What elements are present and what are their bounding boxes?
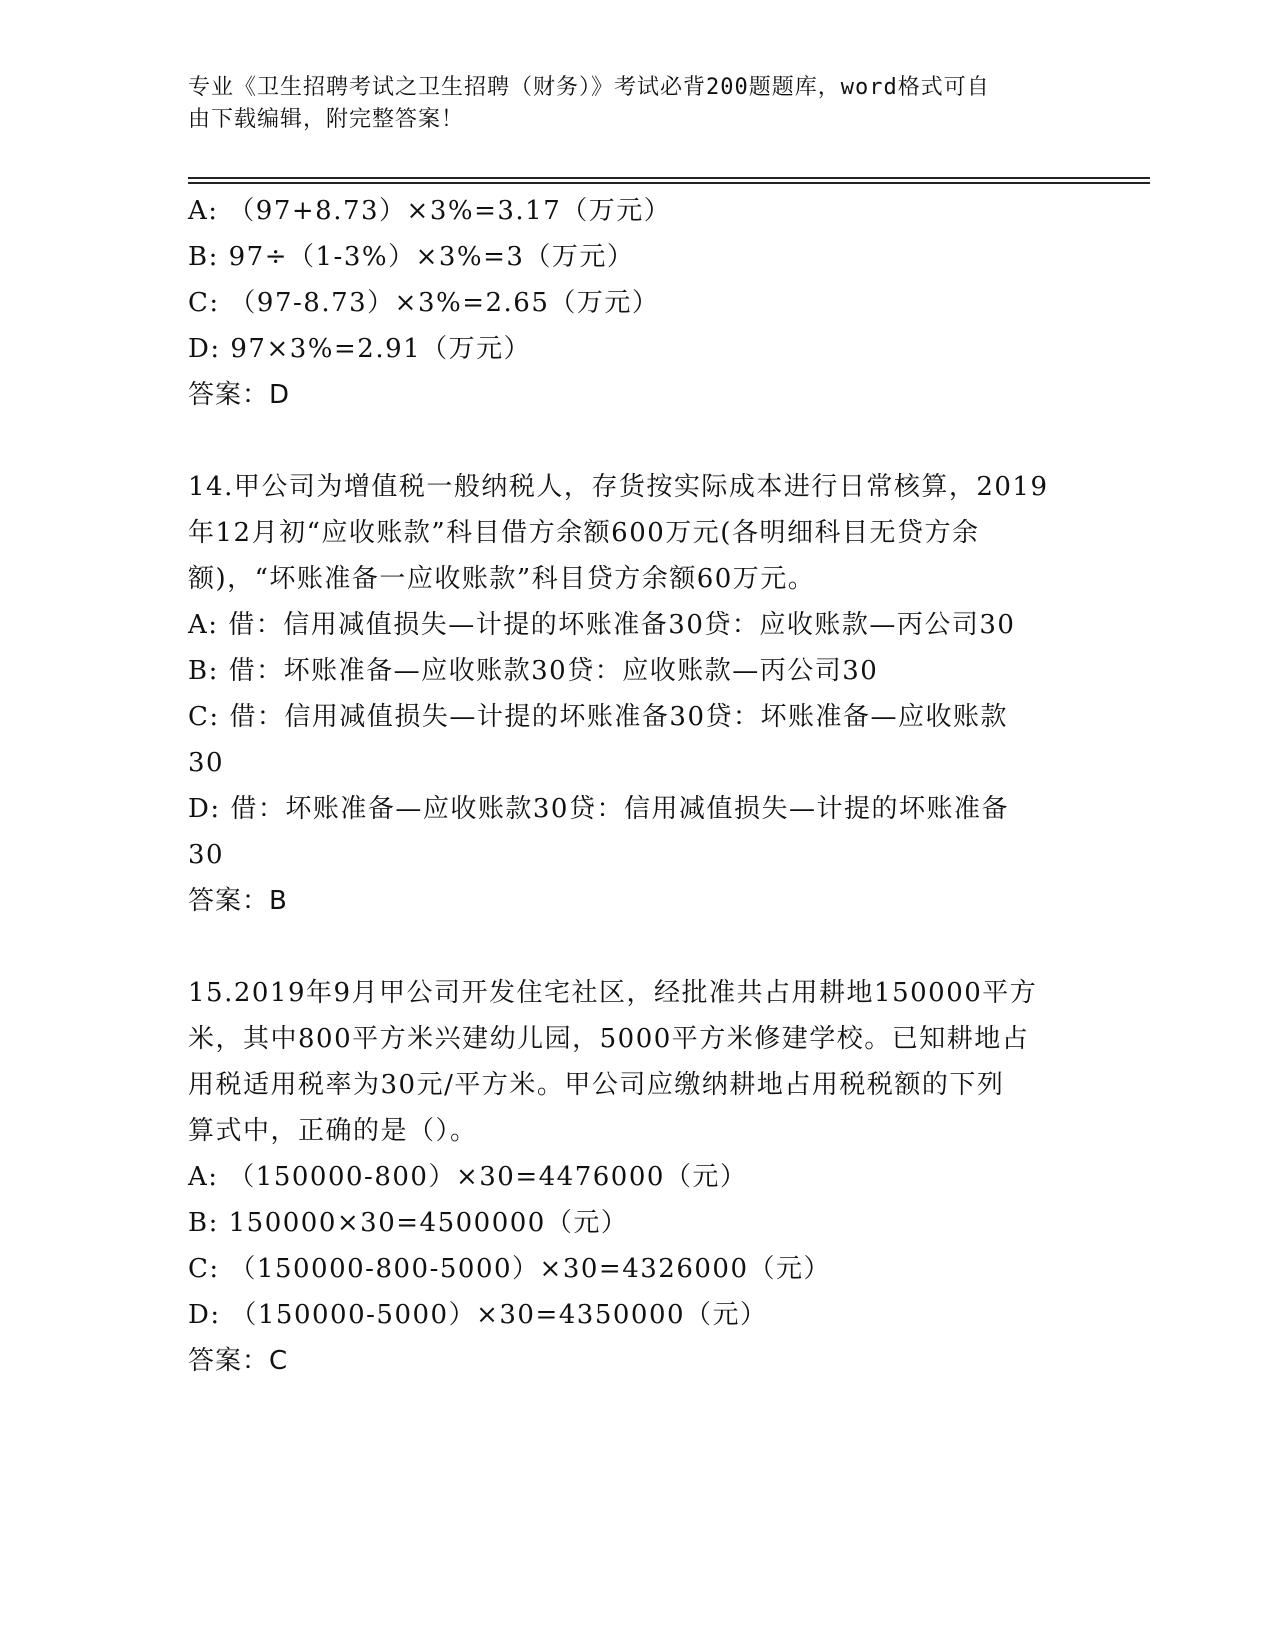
header-line-2: 由下载编辑，附完整答案！ bbox=[188, 107, 465, 132]
q15-option-b: B: 150000×30=4500000（元） bbox=[188, 1208, 629, 1238]
q14-answer: 答案：B bbox=[188, 886, 288, 916]
q14-option-d-line-2: 30 bbox=[188, 840, 225, 870]
header-divider-top bbox=[188, 177, 1150, 179]
header-divider-bottom bbox=[188, 182, 1150, 184]
q13-option-d: D: 97×3%=2.91（万元） bbox=[188, 334, 532, 364]
q15-stem-line-4: 算式中，正确的是（）。 bbox=[188, 1116, 478, 1146]
spacer bbox=[188, 924, 1068, 970]
q13-option-b: B: 97÷（1-3%）×3%=3（万元） bbox=[188, 242, 635, 272]
q14-option-c-line-2: 30 bbox=[188, 748, 225, 778]
q14-option-c-line-1: C: 借：信用减值损失—计提的坏账准备30贷：坏账准备—应收账款 bbox=[188, 702, 1009, 732]
q14-stem-line-1: 14.甲公司为增值税一般纳税人，存货按实际成本进行日常核算，2019 bbox=[188, 472, 1049, 502]
document-body bbox=[188, 188, 1068, 1384]
q14-option-b: B: 借：坏账准备—应收账款30贷：应收账款—丙公司30 bbox=[188, 656, 879, 686]
q15-stem-line-3: 用税适用税率为30元/平方米。甲公司应缴纳耕地占用税税额的下列 bbox=[188, 1070, 1005, 1100]
q13-option-a: A: （97+8.73）×3%=3.17（万元） bbox=[188, 196, 672, 226]
q15-option-c: C: （150000-800-5000）×30=4326000（元） bbox=[188, 1254, 831, 1284]
header-line-1: 专业《卫生招聘考试之卫生招聘（财务）》考试必背200题题库，word格式可自 bbox=[188, 75, 990, 100]
q15-answer: 答案：C bbox=[188, 1346, 289, 1376]
q14-stem-line-3: 额)，“坏账准备一应收账款”科目贷方余额60万元。 bbox=[188, 564, 816, 594]
question-13 bbox=[188, 188, 1068, 418]
q14-stem-line-2: 年12月初“应收账款”科目借方余额600万元(各明细科目无贷方余 bbox=[188, 518, 980, 548]
q13-answer: 答案：D bbox=[188, 380, 291, 410]
q14-option-d-line-1: D: 借：坏账准备—应收账款30贷：信用减值损失—计提的坏账准备 bbox=[188, 794, 1009, 824]
q15-stem-line-2: 米，其中800平方米兴建幼儿园，5000平方米修建学校。已知耕地占 bbox=[188, 1024, 1030, 1054]
question-14 bbox=[188, 464, 1068, 924]
document-header bbox=[188, 72, 1088, 136]
q14-option-a: A: 借：信用减值损失—计提的坏账准备30贷：应收账款—丙公司30 bbox=[188, 610, 1016, 640]
q15-option-a: A: （150000-800）×30=4476000（元） bbox=[188, 1162, 748, 1192]
q15-option-d: D: （150000-5000）×30=4350000（元） bbox=[188, 1300, 768, 1330]
question-15 bbox=[188, 970, 1068, 1384]
q13-option-c: C: （97-8.73）×3%=2.65（万元） bbox=[188, 288, 660, 318]
spacer bbox=[188, 418, 1068, 464]
q15-stem-line-1: 15.2019年9月甲公司开发住宅社区，经批准共占用耕地150000平方 bbox=[188, 978, 1038, 1008]
